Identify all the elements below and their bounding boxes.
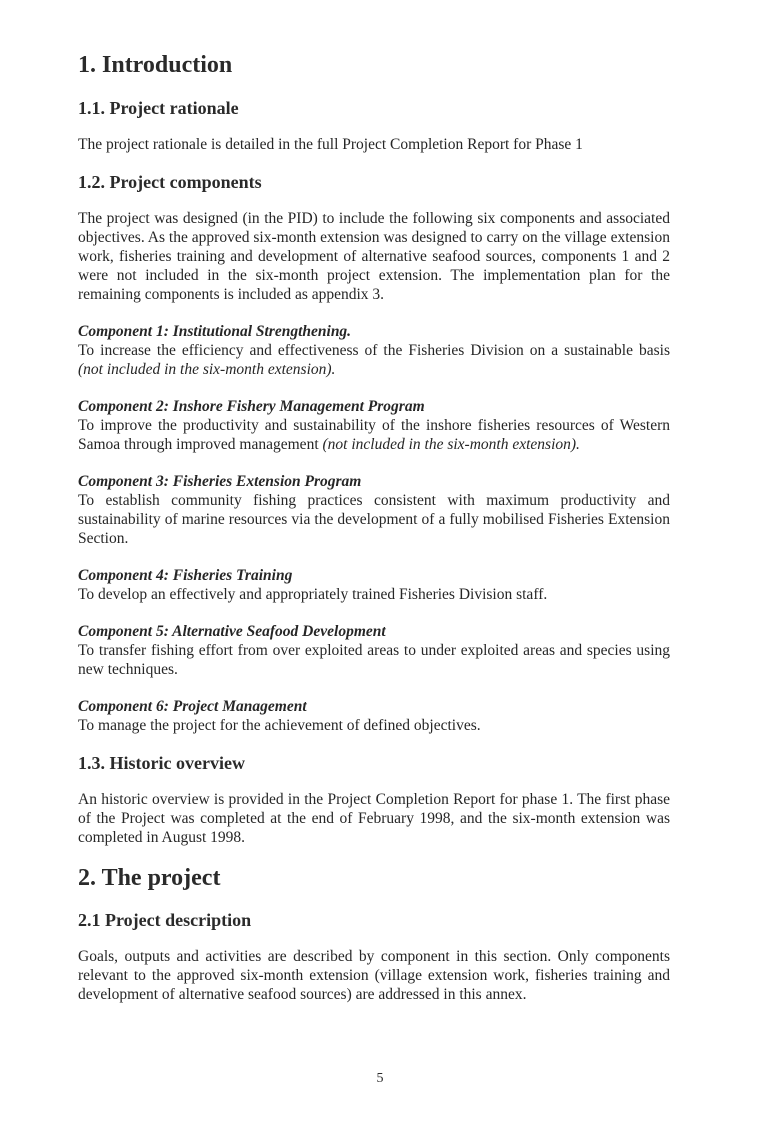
document-page xyxy=(78,50,670,1004)
component-2-title: Component 2: Inshore Fishery Management Program xyxy=(78,398,425,415)
section-1-heading: 1. Introduction xyxy=(78,52,233,78)
component-5 xyxy=(78,622,670,679)
component-1-title: Component 1: Institutional Strengthening. xyxy=(78,323,352,340)
section-2-1-paragraph: Goals, outputs and activities are described by component in this section. Only components relevant to the approved six-month extension (village extension work, fisheries training and development of alternative seafood sources) are addressed in this annex. xyxy=(78,948,670,1003)
section-1-3-paragraph: An historic overview is provided in the Project Completion Report for phase 1. The first phase of the Project was completed at the end of February 1998, and the six-month extension was completed in August 1998. xyxy=(78,791,670,846)
component-5-text: To transfer fishing effort from over exploited areas to under exploited areas and species using new techniques. xyxy=(78,642,670,678)
section-1-1-paragraph: The project rationale is detailed in the full Project Completion Report for Phase 1 xyxy=(78,136,583,153)
component-1-objective: To increase the efficiency and effectiveness of the Fisheries Division on a sustainable basis xyxy=(78,342,670,359)
component-2-note: (not included in the six-month extension). xyxy=(322,436,580,453)
page-number: 5 xyxy=(376,1071,384,1086)
component-4-title: Component 4: Fisheries Training xyxy=(78,567,293,584)
component-4 xyxy=(78,566,670,604)
component-2-objective: To improve the productivity and sustainability of the inshore fisheries resources of Western Samoa through improved management xyxy=(78,417,670,453)
component-3-title: Component 3: Fisheries Extension Program xyxy=(78,473,362,490)
component-1 xyxy=(78,322,670,379)
component-2 xyxy=(78,397,670,454)
section-1-3-heading: 1.3. Historic overview xyxy=(78,753,245,773)
component-5-title: Component 5: Alternative Seafood Development xyxy=(78,623,386,640)
component-6 xyxy=(78,697,670,735)
component-1-text xyxy=(78,341,670,379)
component-3-text: To establish community fishing practices consistent with maximum productivity and sustainability of marine resources via the development of a fully mobilised Fisheries Extension Section. xyxy=(78,492,670,547)
component-2-text xyxy=(78,416,670,454)
component-1-note: (not included in the six-month extension). xyxy=(78,361,336,378)
component-6-text: To manage the project for the achievement of defined objectives. xyxy=(78,717,481,734)
section-2-heading: 2. The project xyxy=(78,865,221,891)
component-4-text: To develop an effectively and appropriately trained Fisheries Division staff. xyxy=(78,586,548,603)
section-2-1-heading: 2.1 Project description xyxy=(78,910,252,930)
section-1-1-heading: 1.1. Project rationale xyxy=(78,98,239,118)
component-3 xyxy=(78,472,670,548)
section-1-2-paragraph: The project was designed (in the PID) to include the following six components and associated objectives. As the approved six-month extension was designed to carry on the village extension work, fisheries training and development of alternative seafood sources, components 1 and 2 were not included in the six-month project extension. The implementation plan for the remaining components is included as appendix 3. xyxy=(78,210,670,303)
component-6-title: Component 6: Project Management xyxy=(78,698,307,715)
section-1-2-heading: 1.2. Project components xyxy=(78,172,262,192)
